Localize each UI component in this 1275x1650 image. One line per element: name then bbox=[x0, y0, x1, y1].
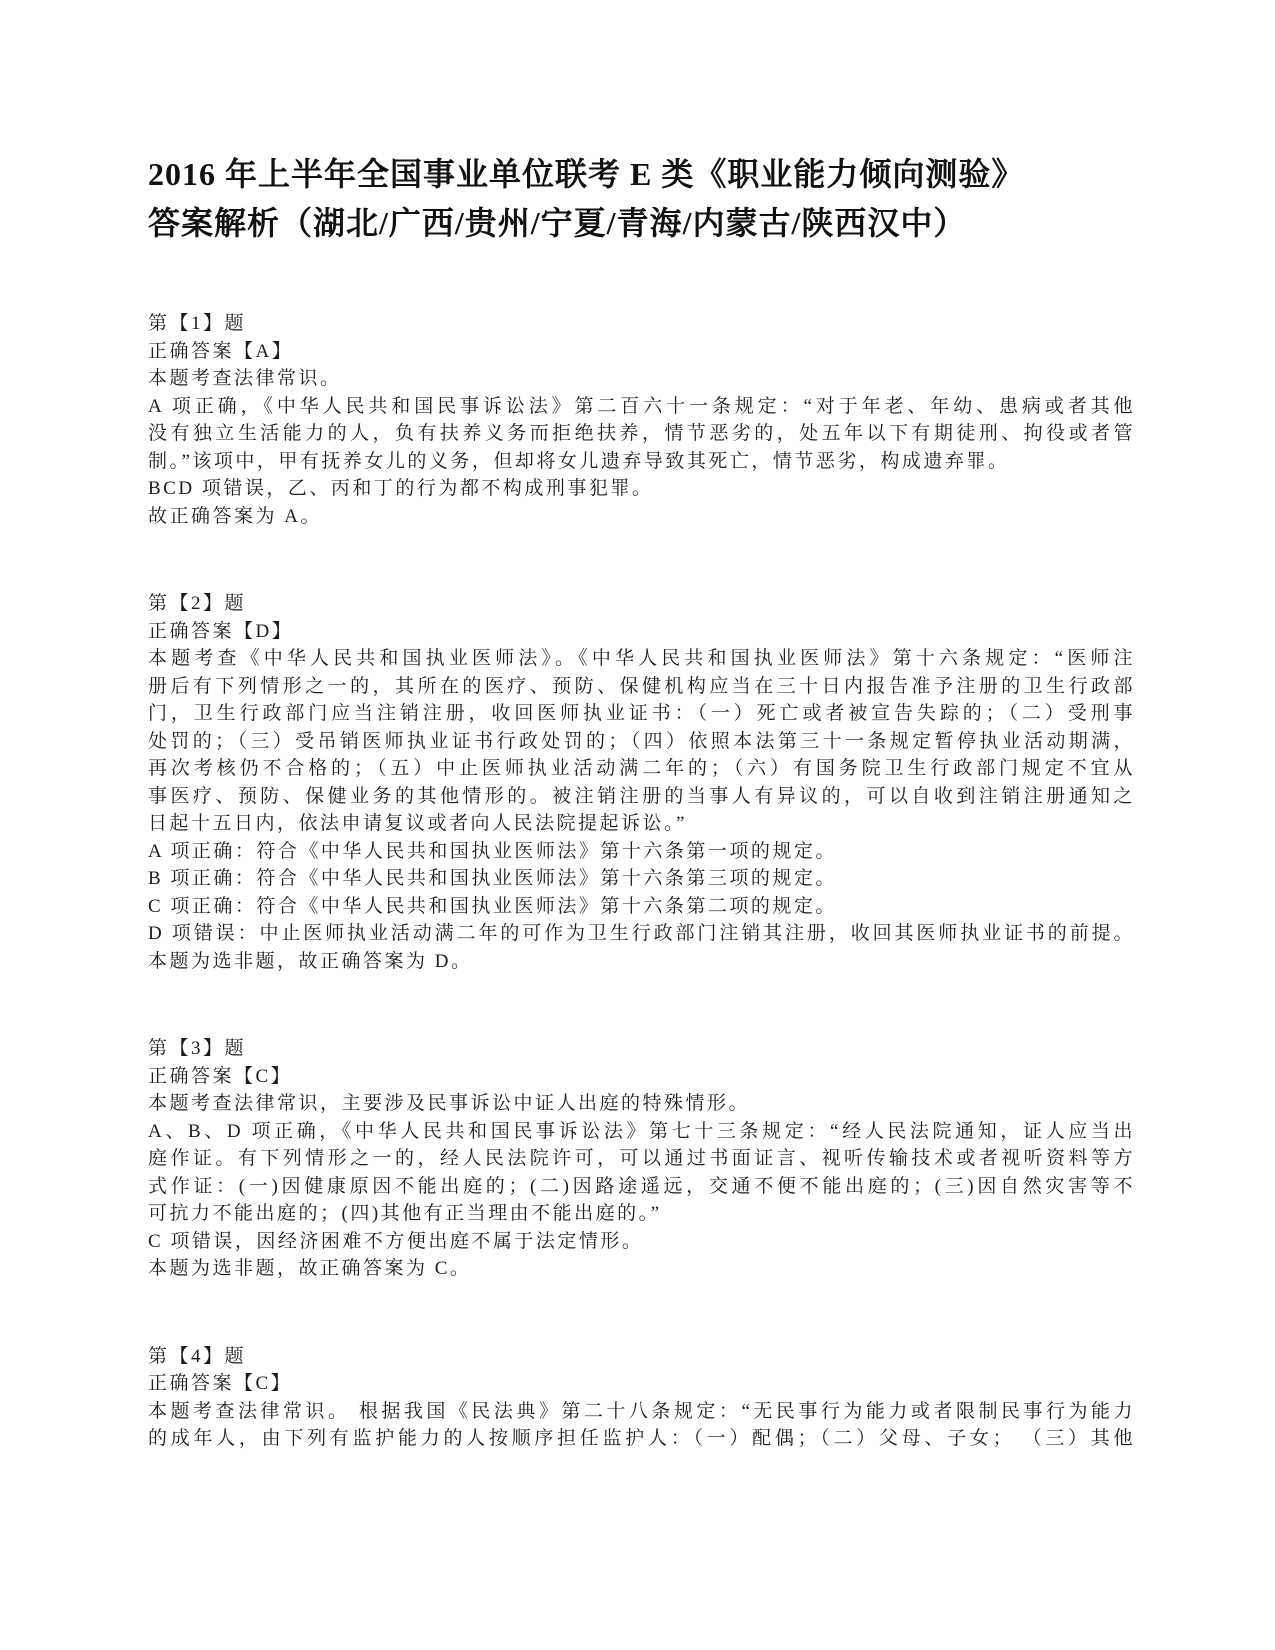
text-line: A 项正确：符合《中华人民共和国执业医师法》第十六条第一项的规定。 bbox=[148, 840, 837, 862]
text-line: 庭作证。有下列情形之一的，经人民法院许可，可以通过书面证言、视听传输技术或者视听资料等方 bbox=[148, 1148, 1135, 1169]
question-block-1 bbox=[148, 310, 1135, 530]
text-line: A、B、D 项正确，《中华人民共和国民事诉讼法》第七十三条规定：“经人民法院通知，证人应当出 bbox=[148, 1120, 1135, 1142]
text-line: 处罚的；（三）受吊销医师执业证书行政处罚的；（四）依照本法第三十一条规定暂停执业活动期满， bbox=[148, 730, 1135, 752]
text-line: 本题考查《中华人民共和国执业医师法》。《中华人民共和国执业医师法》第十六条规定：“医师注 bbox=[148, 648, 1135, 669]
answer-line: 正确答案【D】 bbox=[148, 620, 294, 642]
text-line: 式作证：(一)因健康原因不能出庭的；(二)因路途遥远，交通不便不能出庭的；(三)因自然灾害等不 bbox=[148, 1175, 1135, 1197]
text-line: C 项错误，因经济困难不方便出庭不属于法定情形。 bbox=[148, 1230, 644, 1252]
question-header: 第【2】题 bbox=[148, 593, 247, 614]
answer-line: 正确答案【C】 bbox=[148, 1065, 293, 1087]
text-line: 本题为选非题，故正确答案为 D。 bbox=[148, 950, 473, 972]
text-line: 没有独立生活能力的人，负有扶养义务而拒绝扶养，情节恶劣的，处五年以下有期徒刑、拘役或者管 bbox=[148, 423, 1135, 444]
text-line: 制。”该项中，甲有抚养女儿的义务，但却将女儿遗弃导致其死亡，情节恶劣，构成遗弃罪。 bbox=[148, 450, 1010, 472]
question-header: 第【3】题 bbox=[148, 1038, 247, 1059]
text-line: 可抗力不能出庭的；(四)其他有正当理由不能出庭的。” bbox=[148, 1203, 662, 1224]
answer-line: 正确答案【C】 bbox=[148, 1373, 293, 1394]
text-line: 日起十五日内，依法申请复议或者向人民法院提起诉讼。” bbox=[148, 813, 687, 834]
text-line: 的成年人，由下列有监护能力的人按顺序担任监护人：（一）配偶；（二）父母、子女； （三）其他 bbox=[148, 1428, 1135, 1449]
question-body bbox=[148, 365, 1135, 530]
text-line: 事医疗、预防、保健业务的其他情形的。被注销注册的当事人有异议的，可以自收到注销注册通知之 bbox=[148, 785, 1135, 807]
text-line: 再次考核仍不合格的；（五）中止医师执业活动满二年的；（六）有国务院卫生行政部门规定不宜从 bbox=[148, 758, 1135, 779]
text-line: C 项正确：符合《中华人民共和国执业医师法》第十六条第二项的规定。 bbox=[148, 895, 837, 917]
text-line: 本题考查法律常识。 bbox=[148, 368, 342, 389]
question-header: 第【4】题 bbox=[148, 1345, 247, 1367]
question-body bbox=[148, 645, 1135, 975]
document-title bbox=[148, 150, 1135, 248]
question-block-2 bbox=[148, 590, 1135, 975]
document-title-line2: 答案解析（湖北/广西/贵州/宁夏/青海/内蒙古/陕西汉中） bbox=[148, 205, 967, 241]
text-line: B 项正确：符合《中华人民共和国执业医师法》第十六条第三项的规定。 bbox=[148, 868, 837, 889]
question-body bbox=[148, 1090, 1135, 1283]
text-line: 故正确答案为 A。 bbox=[148, 505, 322, 527]
text-line: 本题考查法律常识。 根据我国《民法典》第二十八条规定：“无民事行为能力或者限制民事行为能力 bbox=[148, 1400, 1135, 1422]
answer-line: 正确答案【A】 bbox=[148, 340, 294, 362]
text-line: A 项正确，《中华人民共和国民事诉讼法》第二百六十一条规定：“对于年老、年幼、患病或者其他 bbox=[148, 395, 1135, 417]
text-line: 本题为选非题，故正确答案为 C。 bbox=[148, 1258, 472, 1279]
question-header: 第【1】题 bbox=[148, 313, 247, 334]
text-line: 册后有下列情形之一的，其所在的医疗、预防、保健机构应当在三十日内报告准予注册的卫生行政部 bbox=[148, 675, 1135, 697]
question-block-4 bbox=[148, 1343, 1135, 1453]
document-title-line1: 2016 年上半年全国事业单位联考 E 类《职业能力倾向测验》 bbox=[148, 156, 1025, 192]
text-line: 本题考查法律常识，主要涉及民事诉讼中证人出庭的特殊情形。 bbox=[148, 1093, 751, 1114]
text-line: D 项错误：中止医师执业活动满二年的可作为卫生行政部门注销其注册，收回其医师执业证书的前提。 bbox=[148, 923, 1135, 944]
text-line: BCD 项错误，乙、丙和丁的行为都不构成刑事犯罪。 bbox=[148, 478, 654, 499]
question-block-3 bbox=[148, 1035, 1135, 1283]
question-body bbox=[148, 1398, 1135, 1453]
text-line: 门，卫生行政部门应当注销注册，收回医师执业证书：（一）死亡或者被宣告失踪的；（二）受刑事 bbox=[148, 703, 1135, 724]
